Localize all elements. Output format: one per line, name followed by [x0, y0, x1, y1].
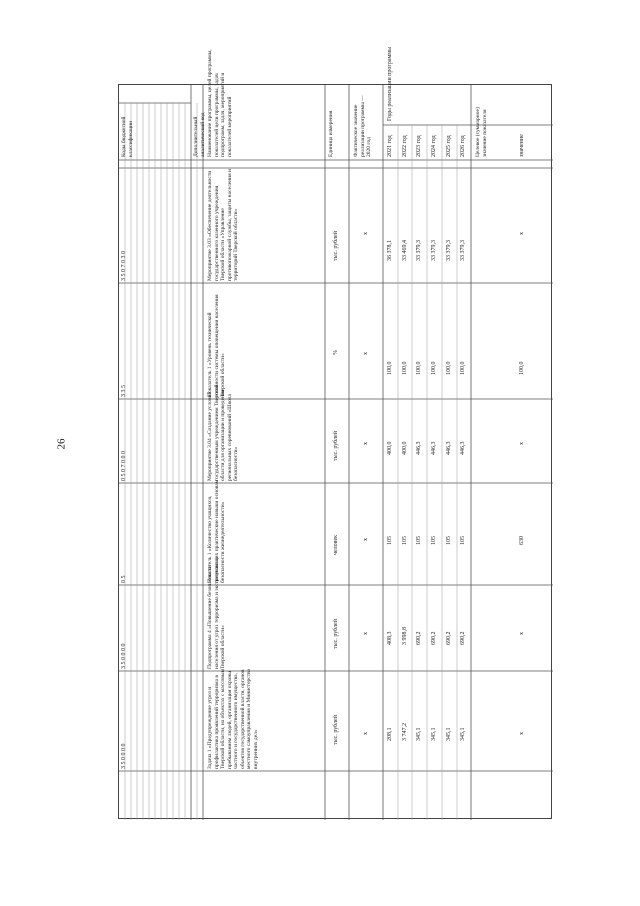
row-value: 33 379,3 — [431, 240, 437, 261]
year-2025: 2025 год — [446, 135, 452, 157]
row-value: 446,3 — [446, 441, 452, 455]
row-value: 690,2 — [416, 631, 422, 645]
row-final: x — [519, 442, 525, 445]
row-value: 33 379,3 — [416, 240, 422, 261]
row-codes: 0 5 0 7 0 0 0 — [121, 451, 127, 481]
row-value: 3 998,8 — [402, 627, 408, 645]
header-unit: Единица измерения — [328, 110, 334, 157]
row-unit: тыс. рублей — [333, 619, 339, 649]
row-name: Задача 1 «Предупреждение угроз и профилактика проявлений терроризма в Тверской области, на объектах с массовым пребыванием людей, организация охраны частного и государственного имущества, объектов государственной власти, органов местного самоуправления и Министерства внутренних дел» — [207, 668, 259, 769]
header-codes: Коды бюджетной классификации — [121, 116, 134, 157]
row-final: 100,0 — [519, 361, 525, 375]
header-extra-code: Дополнительный аналитический код — [193, 112, 206, 157]
row-codes: 3 5 0 0 0 0 — [121, 643, 127, 669]
row-value: 105 — [387, 536, 393, 545]
year-2022: 2022 год — [402, 135, 408, 157]
row-name: Подпрограмма 4 «Повышение безопасности населения от угроз терроризма и экстремизма в Тверской области» — [207, 557, 226, 669]
row-value: 208,1 — [387, 727, 393, 741]
row-value: 446,3 — [416, 441, 422, 455]
row-final: x — [519, 632, 525, 635]
row-final: 630 — [519, 536, 525, 545]
row-fact: x — [363, 442, 369, 445]
row-codes: 3 5 0 0 0 0 — [121, 743, 127, 769]
row-value: 100,0 — [402, 361, 408, 375]
row-fact: x — [363, 232, 369, 235]
row-value: 3 747,2 — [402, 723, 408, 741]
row-value: 105 — [460, 536, 466, 545]
row-value: 446,3 — [460, 441, 466, 455]
row-value: 105 — [431, 536, 437, 545]
row-value: 33 379,3 — [446, 240, 452, 261]
row-unit: тыс. рублей — [333, 231, 339, 261]
row-value: 105 — [446, 536, 452, 545]
row-value: 105 — [416, 536, 422, 545]
year-2021: 2021 год — [387, 135, 393, 157]
row-codes: 0 5 — [121, 575, 127, 583]
row-value: 446,3 — [431, 441, 437, 455]
row-name: Мероприятие 3.03 «Обеспечение деятельности государственного казенного учреждения Тверской области «Управление противопожарной службы, защиты населения и территорий Тверской области» — [207, 169, 239, 281]
year-2023: 2023 год — [416, 135, 422, 157]
row-final: x — [519, 732, 525, 735]
row-value: 345,1 — [446, 727, 452, 741]
final-value-header: значение — [519, 134, 525, 157]
row-unit: тыс. рублей — [333, 715, 339, 745]
row-value: 345,1 — [431, 727, 437, 741]
row-codes: 3 5 0 7 0 3 0 — [121, 251, 127, 281]
row-name: Показатель 1 «Количество учащихся, получающих практические навыки основам безопасности жизнедеятельности» — [207, 479, 226, 583]
row-value: 33 469,4 — [402, 240, 408, 261]
row-unit: тыс. рублей — [333, 431, 339, 461]
row-final: x — [519, 232, 525, 235]
row-value: 100,0 — [446, 361, 452, 375]
header-name: Наименование программы, целей программы, показателей цели программы, задач подпрограмм, задач, мероприятий и показателей мероприятий — [207, 49, 233, 157]
row-fact: x — [363, 732, 369, 735]
year-2024: 2024 год — [431, 135, 437, 157]
row-value: 345,1 — [460, 727, 466, 741]
row-value: 400,0 — [402, 441, 408, 455]
row-unit: % — [333, 350, 339, 355]
header-years: Годы реализации программы — [387, 46, 393, 121]
row-value: 690,2 — [431, 631, 437, 645]
header-final: Целевое (суммарное) значение показателя — [475, 107, 488, 157]
row-value: 100,0 — [460, 361, 466, 375]
year-2026: 2026 год — [460, 135, 466, 157]
header-fact: Фактическое значение реализации программы — 2020 год — [353, 95, 372, 157]
row-value: 408,3 — [387, 631, 393, 645]
row-value: 100,0 — [431, 361, 437, 375]
row-value: 400,0 — [387, 441, 393, 455]
row-value: 690,2 — [460, 631, 466, 645]
row-value: 100,0 — [416, 361, 422, 375]
row-value: 100,0 — [387, 361, 393, 375]
row-fact: x — [363, 538, 369, 541]
row-value: 36 378,1 — [387, 240, 393, 261]
row-unit: человек — [333, 534, 339, 555]
row-value: 690,2 — [446, 631, 452, 645]
page-number: 26 — [55, 438, 68, 450]
row-name: Показатель 1 «Уровень технической готовности системы оповещения населения Тверской области» — [207, 294, 226, 397]
program-table — [118, 46, 552, 819]
row-name: Мероприятие 3.04 «Создание условий государственным учреждением Тверской области для организации и проведения региональных соревнований «Школа безопасности» — [207, 384, 239, 481]
row-fact: x — [363, 352, 369, 355]
row-fact: x — [363, 632, 369, 635]
row-codes: 3 3 5 — [121, 385, 127, 397]
row-value: 345,1 — [416, 727, 422, 741]
row-value: 33 379,3 — [460, 240, 466, 261]
row-value: 105 — [402, 536, 408, 545]
